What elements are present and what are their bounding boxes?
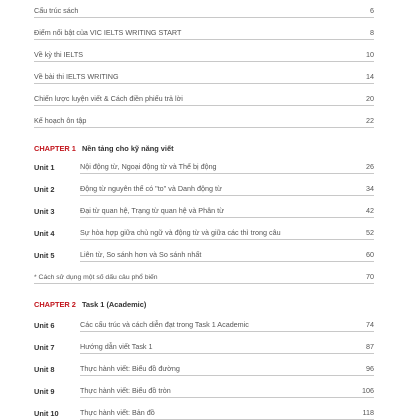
unit-title: Liên từ, So sánh hơn và So sánh nhất <box>80 250 202 259</box>
unit-title: Thực hành viết: Biểu đồ tròn <box>80 386 171 395</box>
unit-row[interactable] <box>34 376 374 398</box>
front-matter-page: 10 <box>366 50 374 59</box>
unit-title: Hướng dẫn viết Task 1 <box>80 342 153 351</box>
unit-title: Nội động từ, Ngoại động từ và Thể bị động <box>80 162 217 171</box>
unit-label: Unit 9 <box>34 387 55 396</box>
unit-row[interactable] <box>34 310 374 332</box>
unit-page: 106 <box>362 386 374 395</box>
unit-page: 118 <box>362 408 374 417</box>
front-matter-title: Kế hoạch ôn tập <box>34 116 87 125</box>
front-matter-item[interactable] <box>34 106 374 128</box>
unit-page: 96 <box>366 364 374 373</box>
unit-label: Unit 10 <box>34 409 59 418</box>
front-matter-item[interactable] <box>34 0 374 18</box>
unit-row[interactable] <box>34 152 374 174</box>
footnote-page: 70 <box>366 272 374 281</box>
front-matter-title: Về kỳ thi IELTS <box>34 50 83 59</box>
unit-row[interactable] <box>34 196 374 218</box>
chapter-number: CHAPTER 2 <box>34 300 76 309</box>
unit-label: Unit 4 <box>34 229 55 238</box>
unit-page: 52 <box>366 228 374 237</box>
unit-label: Unit 6 <box>34 321 55 330</box>
unit-label: Unit 5 <box>34 251 55 260</box>
unit-title: Thực hành viết: Biểu đồ đường <box>80 364 180 373</box>
front-matter-page: 14 <box>366 72 374 81</box>
chapter-1-unit-list <box>34 152 374 284</box>
chapter-2-heading <box>34 300 374 309</box>
chapter-number: CHAPTER 1 <box>34 144 76 153</box>
front-matter-title: Chiến lược luyện viết & Cách điền phiếu trả lời <box>34 94 183 103</box>
unit-page: 42 <box>366 206 374 215</box>
front-matter-page: 8 <box>370 28 374 37</box>
unit-label: Unit 7 <box>34 343 55 352</box>
chapter-title: Nền tảng cho kỹ năng viết <box>81 144 174 153</box>
unit-label: Unit 3 <box>34 207 55 216</box>
unit-page: 74 <box>366 320 374 329</box>
front-matter-page: 6 <box>370 6 374 15</box>
chapter-2-unit-list <box>34 310 374 420</box>
unit-label: Unit 2 <box>34 185 55 194</box>
unit-page: 26 <box>366 162 374 171</box>
unit-title: Động từ nguyên thể có "to" và Danh động từ <box>80 184 222 193</box>
front-matter-title: Cấu trúc sách <box>34 6 79 15</box>
unit-page: 60 <box>366 250 374 259</box>
front-matter-item[interactable] <box>34 18 374 40</box>
unit-row[interactable] <box>34 240 374 262</box>
front-matter-item[interactable] <box>34 40 374 62</box>
front-matter-page: 22 <box>366 116 374 125</box>
front-matter-page: 20 <box>366 94 374 103</box>
unit-row[interactable] <box>34 332 374 354</box>
front-matter-title: Về bài thi IELTS WRITING <box>34 72 119 81</box>
front-matter-item[interactable] <box>34 62 374 84</box>
unit-title: Thực hành viết: Bản đồ <box>80 408 155 417</box>
unit-row[interactable] <box>34 398 374 420</box>
unit-title: Các cấu trúc và cách diễn đạt trong Task 1 Academic <box>80 320 249 329</box>
front-matter-title: Điểm nổi bật của VIC IELTS WRITING START <box>34 28 182 37</box>
footnote-row[interactable] <box>34 262 374 284</box>
unit-row[interactable] <box>34 174 374 196</box>
unit-page: 34 <box>366 184 374 193</box>
front-matter-item[interactable] <box>34 84 374 106</box>
unit-label: Unit 1 <box>34 163 55 172</box>
unit-row[interactable] <box>34 218 374 240</box>
footnote-title: * Cách sử dụng một số dấu câu phổ biến <box>34 274 158 281</box>
chapter-title: Task 1 (Academic) <box>81 300 147 309</box>
unit-title: Sự hòa hợp giữa chủ ngữ và động từ và giữa các thì trong câu <box>80 228 281 237</box>
unit-page: 87 <box>366 342 374 351</box>
unit-title: Đại từ quan hệ, Trạng từ quan hệ và Phân từ <box>80 206 224 215</box>
front-matter-list <box>34 0 374 128</box>
unit-row[interactable] <box>34 354 374 376</box>
unit-label: Unit 8 <box>34 365 55 374</box>
